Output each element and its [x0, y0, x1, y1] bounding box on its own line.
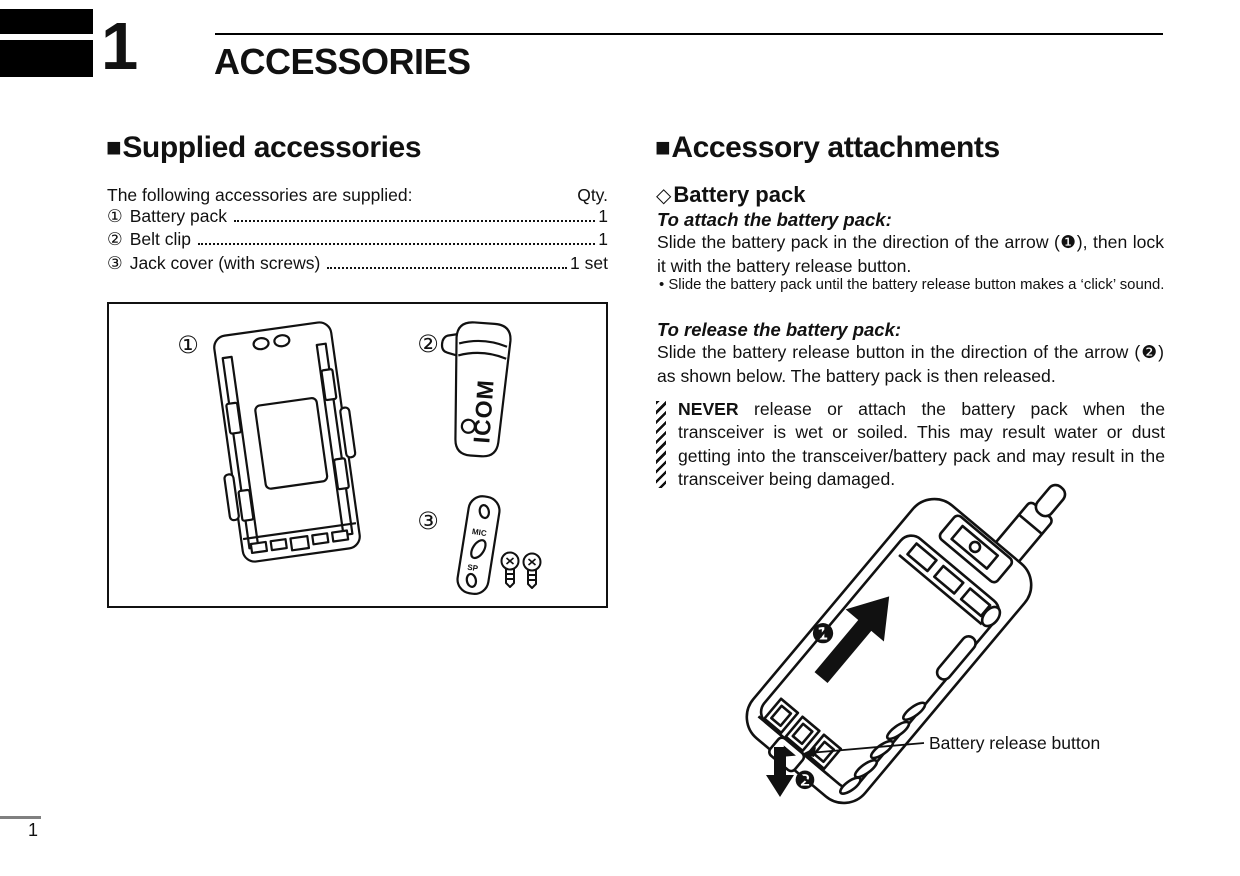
battery-pack-slot [332, 531, 348, 542]
list-item [107, 206, 608, 229]
list-item [107, 253, 608, 276]
battery-release-button-label: Battery release button [929, 733, 1101, 753]
supplied-accessories-list [107, 206, 608, 276]
jack-cover-drawing [456, 494, 502, 596]
figure-marker-3: ③ [417, 508, 439, 535]
supplied-intro-row [107, 185, 608, 206]
page-number: 1 [28, 820, 39, 840]
warning-text: release or attach the battery pack when the transceiver is wet or soiled. This may result water or dust getting into the transceiver/battery pack and may result in the transceiver being damaged. [678, 399, 1165, 490]
release-procedure-title: To release the battery pack: [657, 319, 902, 340]
transceiver-illustration [693, 481, 1117, 825]
chapter-tab [0, 9, 93, 77]
attach-procedure-note: • Slide the battery pack until the battery release button makes a ‘click’ sound. [659, 277, 1165, 293]
diamond-bullet-icon: ◇ [656, 185, 672, 207]
chapter-tab-bar [0, 9, 93, 34]
battery-pack-slot [312, 533, 328, 544]
battery-pack-label-area [255, 398, 328, 490]
supplied-accessories-heading [106, 131, 421, 165]
accessory-qty: 1 [598, 206, 608, 226]
battery-pack-subheading [656, 182, 805, 208]
accessory-name: Jack cover (with screws) [129, 252, 321, 273]
circled-number-icon: ③ [107, 252, 123, 273]
mic-label: MIC [471, 526, 488, 539]
accessory-qty: 1 set [570, 252, 608, 273]
chapter-title: ACCESSORIES [214, 41, 471, 82]
header-rule [215, 33, 1163, 35]
footer-rule [0, 816, 41, 819]
battery-pack-drawing [205, 320, 368, 564]
figure-marker-1: ① [177, 332, 199, 359]
arrow-2-marker: ❷ [793, 767, 817, 795]
chapter-number: 1 [101, 9, 137, 84]
hatch-border-icon [656, 401, 666, 488]
warning-note [656, 398, 1165, 492]
accessory-name: Belt clip [129, 229, 191, 250]
battery-pack-hole [253, 337, 269, 350]
belt-clip-drawing [434, 320, 511, 457]
square-bullet-icon: ■ [106, 132, 122, 162]
attach-procedure-body: Slide the battery pack in the direction of the arrow (❶), then lock it with the battery release button. [657, 232, 1164, 276]
supplied-accessories-heading-label: Supplied accessories [122, 131, 422, 164]
attach-procedure-title: To attach the battery pack: [657, 209, 892, 230]
arrow-1-marker: ❶ [810, 619, 836, 649]
accessory-qty: 1 [598, 229, 608, 250]
supplied-intro-text: The following accessories are supplied: [107, 185, 413, 205]
circled-number-icon: ① [107, 206, 123, 226]
accessory-name: Battery pack [129, 206, 227, 226]
figure-marker-2: ② [417, 331, 439, 358]
square-bullet-icon: ■ [655, 132, 671, 162]
antenna-tip [1033, 482, 1069, 520]
accessory-attachments-heading [655, 131, 1000, 165]
supplied-accessories-figure [107, 302, 608, 608]
chapter-tab-bar [0, 40, 93, 77]
circled-number-icon: ② [107, 229, 123, 250]
warning-emphasis: NEVER [678, 399, 739, 419]
battery-pack-slot [251, 542, 267, 553]
sp-label: SP [466, 562, 479, 574]
screw-drawing [524, 554, 541, 589]
accessory-attachments-heading-label: Accessory attachments [671, 131, 1000, 164]
battery-pack-subheading-label: Battery pack [673, 182, 806, 207]
dotted-leader [198, 243, 595, 245]
screw-drawing [502, 553, 519, 588]
dotted-leader [234, 220, 595, 222]
battery-pack-hole [274, 334, 290, 347]
list-item [107, 229, 608, 252]
dotted-leader [327, 267, 567, 269]
transceiver-body-group [733, 481, 1097, 817]
battery-pack-slot [290, 536, 309, 550]
supplied-accessories-illustration [109, 304, 606, 606]
transceiver-figure [693, 481, 1117, 825]
battery-pack-slot [271, 539, 287, 550]
release-procedure-body: Slide the battery release button in the direction of the arrow (❷) as shown below. The battery pack is then released. [657, 342, 1164, 386]
icom-logo: ICOM [468, 378, 499, 445]
qty-column-header: Qty. [577, 185, 608, 205]
